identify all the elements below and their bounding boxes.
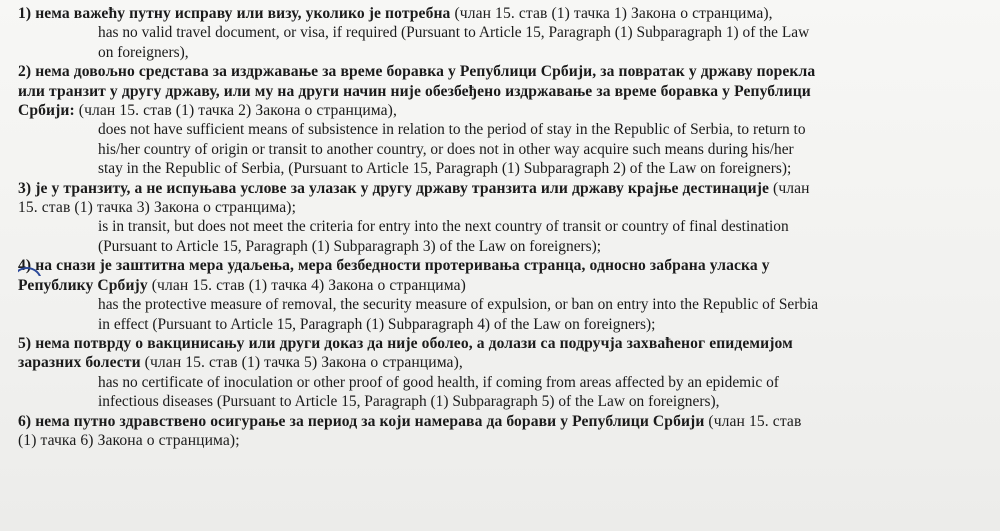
list-item	[18, 256, 994, 334]
serbian-line: или транзит у другу државу, или му на други начин није обезбеђено издржавање за време боравка у Републици	[18, 82, 811, 100]
english-line: stay in the Republic of Serbia, (Pursuant to Article 15, Paragraph (1) Subparagraph 2) of the Law on foreigners);	[98, 160, 792, 178]
list-item	[18, 62, 994, 178]
serbian-line: 1) нема важећу путну исправу или визу, уколико је потребна (члан 15. став (1) тачка 1) Закона о странцима),	[18, 5, 773, 22]
serbian-line: 3) је у транзиту, а не испуњава услове за улазак у другу државу транзита или државу крајње дестинације (члан	[18, 179, 810, 197]
serbian-line: (1) тачка 6) Закона о странцима);	[18, 431, 240, 449]
serbian-line: Србији: (члан 15. став (1) тачка 2) Закона о странцима),	[18, 102, 397, 120]
serbian-line: 6) нема путно здравствено осигурање за период за који намерава да борави у Републици Србији (члан 15. став	[18, 412, 802, 430]
english-line: on foreigners),	[98, 43, 189, 61]
serbian-line: заразних болести (члан 15. став (1) тачка 5) Закона о странцима),	[18, 354, 463, 372]
english-line: has no certificate of inoculation or other proof of good health, if coming from areas affected by an epidemic of	[98, 373, 779, 391]
english-line: is in transit, but does not meet the criteria for entry into the next country of transit or country of final destination	[98, 218, 789, 236]
list-item	[18, 334, 994, 412]
serbian-line: 15. став (1) тачка 3) Закона о странцима);	[18, 199, 297, 217]
list-item	[18, 179, 994, 257]
english-line: infectious diseases (Pursuant to Article 15, Paragraph (1) Subparagraph 5) of the Law on foreigners),	[98, 393, 720, 411]
list-item	[18, 4, 994, 62]
english-line: his/her country of origin or transit to another country, or does not in other way acquire such means during his/her	[98, 140, 794, 158]
english-line: in effect (Pursuant to Article 15, Paragraph (1) Subparagraph 4) of the Law on foreigners);	[98, 315, 656, 333]
serbian-line: 2) нема довољно средстава за издржавање за време боравка у Републици Србији, за повратак у државу порекла	[18, 63, 816, 81]
serbian-line: Републику Србију (члан 15. став (1) тачка 4) Закона о странцима)	[18, 276, 466, 294]
serbian-line: 4) на снази је заштитна мера удаљења, мера безбедности протеривања странца, односно забрана уласка у	[18, 257, 770, 275]
english-line: does not have sufficient means of subsistence in relation to the period of stay in the Republic of Serbia, to return to	[98, 121, 806, 139]
english-line: has no valid travel document, or visa, if required (Pursuant to Article 15, Paragraph (1) Subparagraph 1) of the Law	[98, 24, 810, 42]
english-line: has the protective measure of removal, the security measure of expulsion, or ban on entry into the Republic of Serbia	[98, 296, 819, 314]
list-item	[18, 412, 994, 451]
serbian-line: 5) нема потврду о вакцинисању или други доказ да није оболео, а долази са подручја захваћеног епидемијом	[18, 334, 793, 352]
english-line: (Pursuant to Article 15, Paragraph (1) Subparagraph 3) of the Law on foreigners);	[98, 237, 602, 255]
